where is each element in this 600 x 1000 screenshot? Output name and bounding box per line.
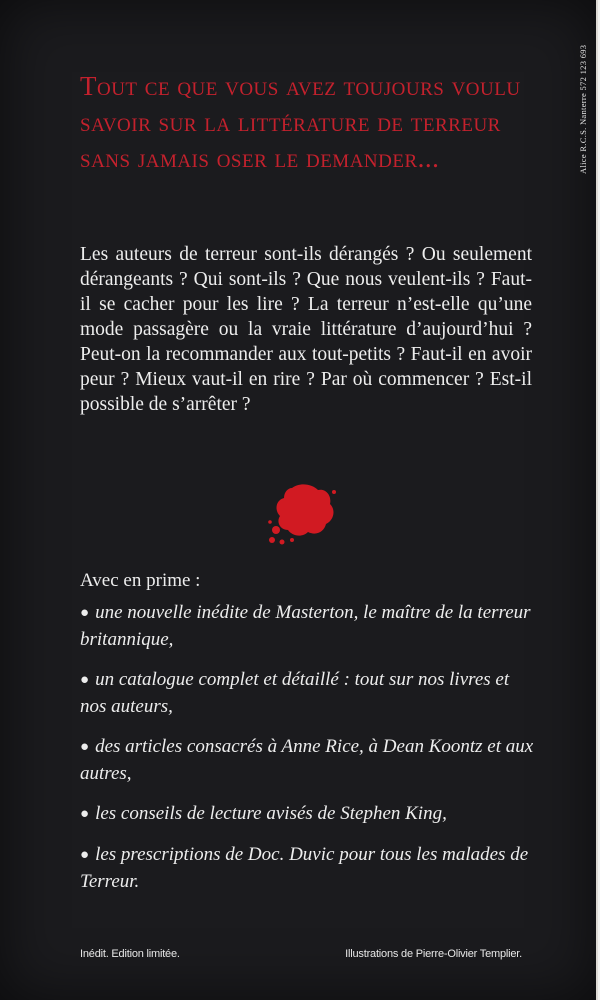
list-item (80, 600, 540, 653)
list-item-text: les conseils de lecture avisés de Stephen King, (95, 803, 447, 824)
headline: Tout ce que vous avez toujours voulu savoir sur la littérature de terreur sans jamais oser le demander... (80, 71, 521, 173)
bonus-intro: Avec en prime : (80, 570, 201, 591)
blood-splat-icon (262, 480, 342, 552)
questions-paragraph: Les auteurs de terreur sont-ils dérangés ? Ou seulement dérangeants ? Qui sont-ils ? Que nous veulent-ils ? Faut-il se cacher pour les lire ? La terreur n’est-elle qu’une mode passagère ou la vraie littérature d’aujourd’hui ? Peut-on la recommander aux tout-petits ? Faut-il en avoir peur ? Mieux vaut-il en rire ? Par où commencer ? Est-il possible de s’arrêter ? (80, 244, 532, 415)
list-item-text: un catalogue complet et détaillé : tout sur nos livres et nos auteurs, (80, 669, 510, 717)
bullet-icon: ● (80, 806, 90, 822)
bullet-icon: ● (80, 739, 90, 755)
list-item-text: les prescriptions de Doc. Duvic pour tous les malades de Terreur. (80, 844, 529, 892)
bullet-icon: ● (80, 605, 90, 621)
list-item (80, 734, 540, 787)
list-item (80, 667, 540, 720)
list-item (80, 842, 540, 895)
illustration-credit: Illustrations de Pierre-Olivier Templier. (345, 948, 522, 960)
list-item (80, 801, 540, 828)
bullet-icon: ● (80, 847, 90, 863)
list-item-text: des articles consacrés à Anne Rice, à Dean Koontz et aux autres, (80, 736, 534, 784)
edition-note: Inédit. Edition limitée. (80, 948, 180, 960)
bonus-list (80, 600, 540, 909)
bullet-icon: ● (80, 672, 90, 688)
publisher-registration: Alice R.C.S. Nanterre 572 123 693 (578, 44, 588, 174)
list-item-text: une nouvelle inédite de Masterton, le maître de la terreur britannique, (80, 602, 531, 650)
